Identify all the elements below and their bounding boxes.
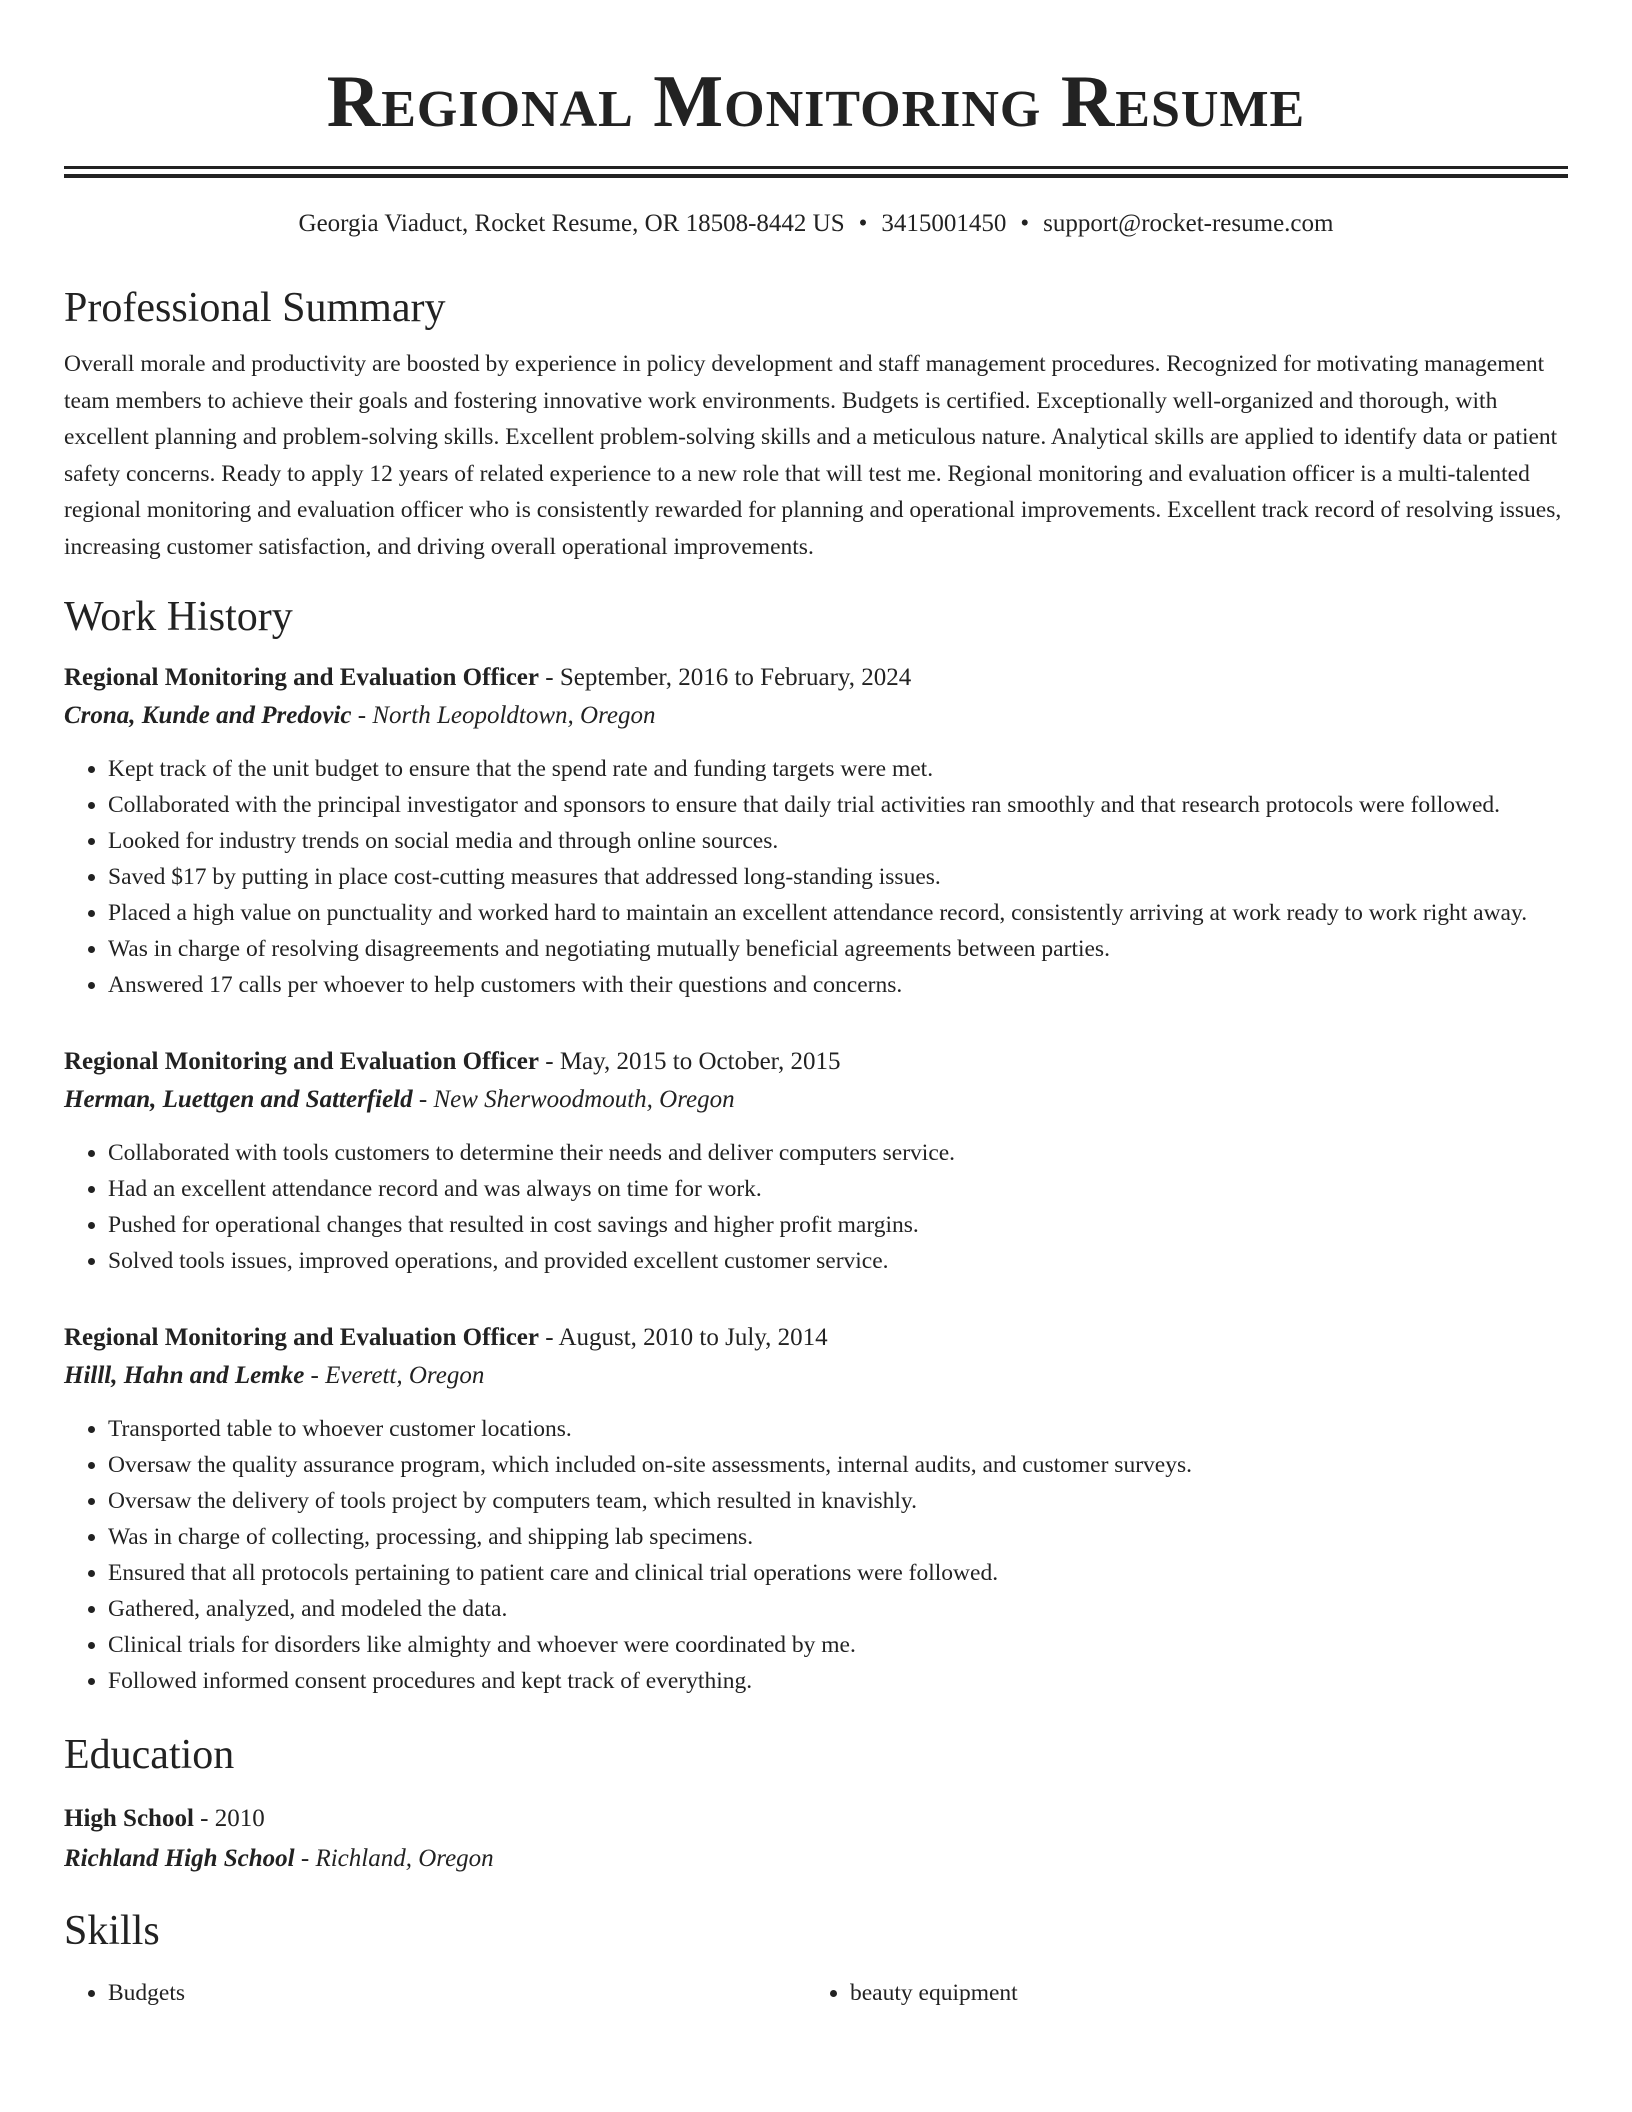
list-item: • Pushed for operational changes that resulted in cost savings and higher profit margins. bbox=[108, 1207, 1568, 1243]
job-company-line bbox=[64, 1081, 1568, 1119]
summary-text: Overall morale and productivity are boosted by experience in policy development and staff management procedures. Recognized for motivating management team members to achieve their goals and fostering innovative work environments. Budgets is certified. Exceptionally well-organized and thorough, with excellent planning and problem-solving skills. Excellent problem-solving skills and a meticulous nature. Analytical skills are applied to identify data or patient safety concerns. Ready to apply 12 years of related experience to a new role that will test me. Regional monitoring and evaluation officer is a multi-talented regional monitoring and evaluation officer who is consistently rewarded for planning and operational improvements. Excellent track record of resolving issues, increasing customer satisfaction, and driving overall operational improvements. bbox=[64, 351, 1562, 560]
job-title: Regional Monitoring and Evaluation Officer bbox=[64, 664, 539, 691]
list-item: • Saved $17 by putting in place cost-cutting measures that addressed long-standing issues. bbox=[108, 859, 1568, 895]
list-item: • Transported table to whoever customer locations. bbox=[108, 1411, 1568, 1447]
list-item: • beauty equipment bbox=[850, 1975, 1548, 2011]
list-item: • Gathered, analyzed, and modeled the data. bbox=[108, 1591, 1568, 1627]
list-item: • Budgets bbox=[108, 1975, 806, 2011]
job-company: Hilll, Hahn and Lemke bbox=[64, 1362, 305, 1389]
education-entry bbox=[64, 1799, 1568, 1879]
list-item: • Clinical trials for disorders like almighty and whoever were coordinated by me. bbox=[108, 1627, 1568, 1663]
job-bullets bbox=[64, 1135, 1568, 1279]
list-item: • Was in charge of collecting, processing, and shipping lab specimens. bbox=[108, 1519, 1568, 1555]
contact-separator: • bbox=[1020, 210, 1030, 237]
list-item: • Looked for industry trends on social media and through online sources. bbox=[108, 823, 1568, 859]
list-item: • Oversaw the quality assurance program, which included on-site assessments, internal audits, and customer surveys. bbox=[108, 1447, 1568, 1483]
job-entry bbox=[64, 659, 1568, 1003]
contact-email: support@rocket-resume.com bbox=[1043, 210, 1334, 237]
job-dates: - August, 2010 to July, 2014 bbox=[539, 1324, 828, 1351]
skills-column-left bbox=[64, 1975, 806, 2011]
summary-heading: Professional Summary bbox=[64, 285, 446, 331]
job-company: Herman, Luettgen and Satterfield bbox=[64, 1086, 413, 1113]
education-degree-line bbox=[64, 1799, 1568, 1839]
job-dates: - May, 2015 to October, 2015 bbox=[539, 1048, 841, 1075]
list-item: • Answered 17 calls per whoever to help customers with their questions and concerns. bbox=[108, 967, 1568, 1003]
job-entry bbox=[64, 1043, 1568, 1279]
skills-list bbox=[64, 1975, 1568, 2011]
list-item: • Followed informed consent procedures and kept track of everything. bbox=[108, 1663, 1568, 1699]
job-title-line bbox=[64, 1043, 1568, 1081]
job-location: - New Sherwoodmouth, Oregon bbox=[412, 1086, 735, 1113]
list-item: • Collaborated with tools customers to determine their needs and deliver computers service. bbox=[108, 1135, 1568, 1171]
list-item: • Oversaw the delivery of tools project by computers team, which resulted in knavishly. bbox=[108, 1483, 1568, 1519]
education-heading: Education bbox=[64, 1732, 235, 1778]
job-title: Regional Monitoring and Evaluation Officer bbox=[64, 1048, 539, 1075]
list-item: • Ensured that all protocols pertaining to patient care and clinical trial operations were followed. bbox=[108, 1555, 1568, 1591]
education-year: - 2010 bbox=[193, 1805, 265, 1832]
job-company-line bbox=[64, 1357, 1568, 1395]
title-divider bbox=[64, 166, 1568, 178]
contact-phone: 3415001450 bbox=[881, 210, 1007, 237]
list-item: • Kept track of the unit budget to ensure that the spend rate and funding targets were met. bbox=[108, 751, 1568, 787]
list-item: • Had an excellent attendance record and was always on time for work. bbox=[108, 1171, 1568, 1207]
list-item: • Placed a high value on punctuality and worked hard to maintain an excellent attendance record, consistently arriving at work ready to work right away. bbox=[108, 895, 1568, 931]
job-bullets bbox=[64, 751, 1568, 1003]
job-location: - North Leopoldtown, Oregon bbox=[351, 702, 656, 729]
skills-heading: Skills bbox=[64, 1908, 160, 1954]
list-item: • Collaborated with the principal investigator and sponsors to ensure that daily trial activities ran smoothly and that research protocols were followed. bbox=[108, 787, 1568, 823]
job-title: Regional Monitoring and Evaluation Officer bbox=[64, 1324, 539, 1351]
contact-separator: • bbox=[858, 210, 868, 237]
job-location: - Everett, Oregon bbox=[304, 1362, 485, 1389]
contact-line bbox=[64, 208, 1568, 240]
resume-title: Regional Monitoring Resume bbox=[326, 61, 1306, 143]
education-degree: High School bbox=[64, 1805, 194, 1832]
job-title-line bbox=[64, 1319, 1568, 1357]
job-entry bbox=[64, 1319, 1568, 1699]
job-bullets bbox=[64, 1411, 1568, 1699]
contact-address: Georgia Viaduct, Rocket Resume, OR 18508-8442 US bbox=[298, 210, 845, 237]
work-history-heading: Work History bbox=[64, 594, 293, 640]
education-school: Richland High School bbox=[64, 1845, 295, 1872]
list-item: • Solved tools issues, improved operations, and provided excellent customer service. bbox=[108, 1243, 1568, 1279]
list-item: • Was in charge of resolving disagreements and negotiating mutually beneficial agreements between parties. bbox=[108, 931, 1568, 967]
job-company-line bbox=[64, 697, 1568, 735]
job-company: Crona, Kunde and Predovic bbox=[64, 702, 352, 729]
education-school-line bbox=[64, 1839, 1568, 1879]
job-dates: - September, 2016 to February, 2024 bbox=[539, 664, 912, 691]
skills-column-right bbox=[806, 1975, 1548, 2011]
job-title-line bbox=[64, 659, 1568, 697]
education-location: - Richland, Oregon bbox=[294, 1845, 494, 1872]
